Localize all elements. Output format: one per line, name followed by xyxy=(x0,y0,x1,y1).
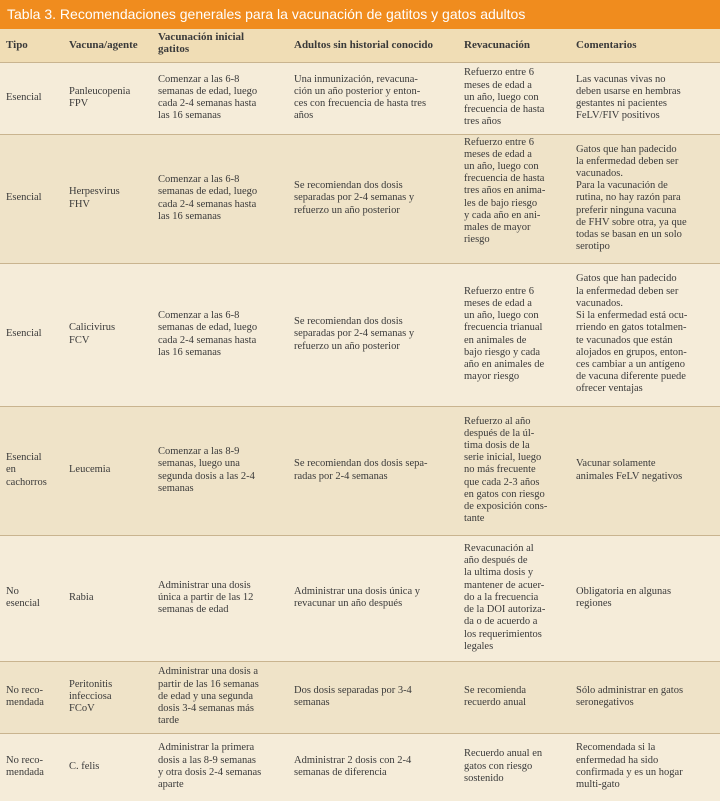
cell-revacunacion: Revacunación al año después de la ultima dosis y mantener de acuer- do a la frecuencia de la DOI autoriza- da o de acuerdo a los requerimientos legales xyxy=(458,535,570,661)
table-row xyxy=(0,263,720,406)
header-row xyxy=(0,29,720,62)
cell-comentarios: Sólo administrar en gatos seronegativos xyxy=(570,661,720,733)
cell-adultos: Administrar una dosis única y revacunar un año después xyxy=(288,535,458,661)
cell-inicial: Administrar una dosis única a partir de las 12 semanas de edad xyxy=(152,535,288,661)
cell-revacunacion: Se recomienda recuerdo anual xyxy=(458,661,570,733)
table-row xyxy=(0,62,720,134)
cell-comentarios: Obligatoria en algunas regiones xyxy=(570,535,720,661)
table-row xyxy=(0,535,720,661)
header-vacuna: Vacuna/agente xyxy=(69,39,138,52)
cell-tipo: Esencial xyxy=(0,263,63,406)
cell-inicial: Comenzar a las 6-8 semanas de edad, luego cada 2-4 semanas hasta las 16 semanas xyxy=(152,263,288,406)
cell-vacuna: C. felis xyxy=(63,733,152,800)
cell-tipo: Esencial xyxy=(0,134,63,263)
cell-comentarios: Las vacunas vivas no deben usarse en hembras gestantes ni pacientes FeLV/FIV positivos xyxy=(570,62,720,134)
header-adultos: Adultos sin historial conocido xyxy=(294,39,434,52)
cell-vacuna: Calicivirus FCV xyxy=(63,263,152,406)
cell-adultos: Se recomiendan dos dosis separadas por 2-4 semanas y refuerzo un año posterior xyxy=(288,263,458,406)
cell-tipo: No reco- mendada xyxy=(0,661,63,733)
cell-tipo: Esencial xyxy=(0,62,63,134)
cell-adultos: Dos dosis separadas por 3-4 semanas xyxy=(288,661,458,733)
cell-vacuna: Rabia xyxy=(63,535,152,661)
cell-tipo: No esencial xyxy=(0,535,63,661)
cell-revacunacion: Refuerzo entre 6 meses de edad a un año, luego con frecuencia de hasta tres años en anima- les de bajo riesgo y cada año en ani- males de mayor riesgo xyxy=(458,134,570,263)
cell-vacuna: Peritonitis infecciosa FCoV xyxy=(63,661,152,733)
header-tipo: Tipo xyxy=(6,39,28,52)
table-row xyxy=(0,406,720,535)
header-comentarios: Comentarios xyxy=(576,39,637,52)
cell-vacuna: Herpesvirus FHV xyxy=(63,134,152,263)
cell-vacuna: Leucemia xyxy=(63,406,152,535)
table-row xyxy=(0,733,720,800)
cell-adultos: Administrar 2 dosis con 2-4 semanas de diferencia xyxy=(288,733,458,800)
cell-adultos: Se recomiendan dos dosis sepa- radas por 2-4 semanas xyxy=(288,406,458,535)
cell-comentarios: Vacunar solamente animales FeLV negativos xyxy=(570,406,720,535)
cell-comentarios: Gatos que han padecido la enfermedad deben ser vacunados. Si la enfermedad está ocu- rriendo en gatos totalmen- te vacunados que están alojados en grupos, enton- ces cambiar a un antígeno de vacuna diferente puede ofrecer ventajas xyxy=(570,263,720,406)
cell-inicial: Comenzar a las 6-8 semanas de edad, luego cada 2-4 semanas hasta las 16 semanas xyxy=(152,134,288,263)
table-title: Tabla 3. Recomendaciones generales para la vacunación de gatitos y gatos adultos xyxy=(0,0,720,29)
cell-tipo: No reco- mendada xyxy=(0,733,63,800)
cell-comentarios: Recomendada si la enfermedad ha sido confirmada y es un hogar multi-gato xyxy=(570,733,720,800)
cell-revacunacion: Refuerzo entre 6 meses de edad a un año, luego con frecuencia de hasta tres años xyxy=(458,62,570,134)
cell-inicial: Administrar la primera dosis a las 8-9 semanas y otra dosis 2-4 semanas aparte xyxy=(152,733,288,800)
cell-tipo: Esencial en cachorros xyxy=(0,406,63,535)
cell-adultos: Se recomiendan dos dosis separadas por 2-4 semanas y refuerzo un año posterior xyxy=(288,134,458,263)
cell-vacuna: Panleucopenia FPV xyxy=(63,62,152,134)
table-row xyxy=(0,134,720,263)
header-inicial: Vacunación inicial gatitos xyxy=(158,31,245,55)
cell-revacunacion: Refuerzo entre 6 meses de edad a un año, luego con frecuencia trianual en animales de bajo riesgo y cada año en animales de mayor riesgo xyxy=(458,263,570,406)
cell-adultos: Una inmunización, revacuna- ción un año posterior y enton- ces con frecuencia de hasta tres años xyxy=(288,62,458,134)
cell-inicial: Administrar una dosis a partir de las 16 semanas de edad y una segunda dosis 3-4 semanas más tarde xyxy=(152,661,288,733)
cell-inicial: Comenzar a las 8-9 semanas, luego una segunda dosis a las 2-4 semanas xyxy=(152,406,288,535)
cell-inicial: Comenzar a las 6-8 semanas de edad, luego cada 2-4 semanas hasta las 16 semanas xyxy=(152,62,288,134)
table-row xyxy=(0,661,720,733)
cell-revacunacion: Recuerdo anual en gatos con riesgo sostenido xyxy=(458,733,570,800)
cell-comentarios: Gatos que han padecido la enfermedad deben ser vacunados. Para la vacunación de rutina, no hay razón para preferir ninguna vacuna de FHV sobre otra, ya que todas se basan en un solo serotipo xyxy=(570,134,720,263)
cell-revacunacion: Refuerzo al año después de la úl- tima dosis de la serie inicial, luego no más frecuente que cada 2-3 años en gatos con riesgo de exposición cons- tante xyxy=(458,406,570,535)
header-revacunacion: Revacunación xyxy=(464,39,530,52)
vaccination-table xyxy=(0,29,720,800)
